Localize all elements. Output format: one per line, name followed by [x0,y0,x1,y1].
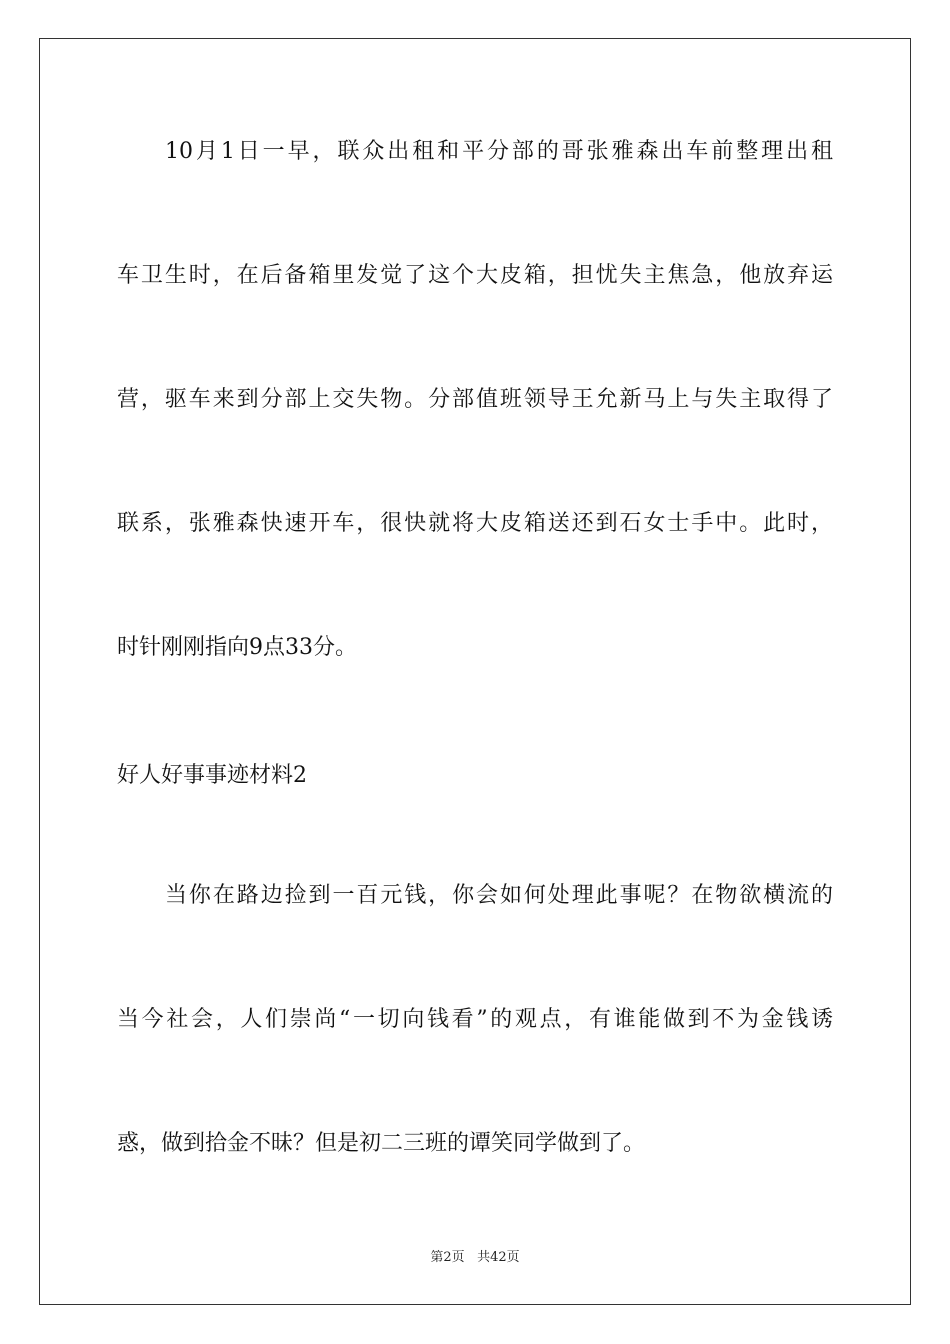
paragraph-1-line-2: 车卫生时，在后备箱里发觉了这个大皮箱，担忧失主焦急，他放弃运 [117,263,833,288]
page-total: 共42页 [477,1250,520,1265]
paragraph-1-line-4: 联系，张雅森快速开车，很快就将大皮箱送还到石女士手中。此时， [117,511,833,536]
page-footer [0,1246,950,1265]
paragraph-1-line-1: 10月1日一早，联众出租和平分部的哥张雅森出车前整理出租 [165,139,833,164]
page-number: 第2页 [430,1250,465,1265]
paragraph-2-line-3: 惑，做到拾金不昧？但是初二三班的谭笑同学做到了。 [117,1131,646,1156]
page-border [39,38,911,1305]
paragraph-2-line-1: 当你在路边捡到一百元钱，你会如何处理此事呢？在物欲横流的 [165,883,833,908]
section-heading: 好人好事事迹材料2 [117,763,307,788]
paragraph-2-line-2: 当今社会，人们崇尚“一切向钱看”的观点，有谁能做到不为金钱诱 [117,1007,833,1032]
paragraph-1-line-5: 时针刚刚指向9点33分。 [117,635,357,660]
paragraph-1-line-3: 营，驱车来到分部上交失物。分部值班领导王允新马上与失主取得了 [117,387,833,412]
